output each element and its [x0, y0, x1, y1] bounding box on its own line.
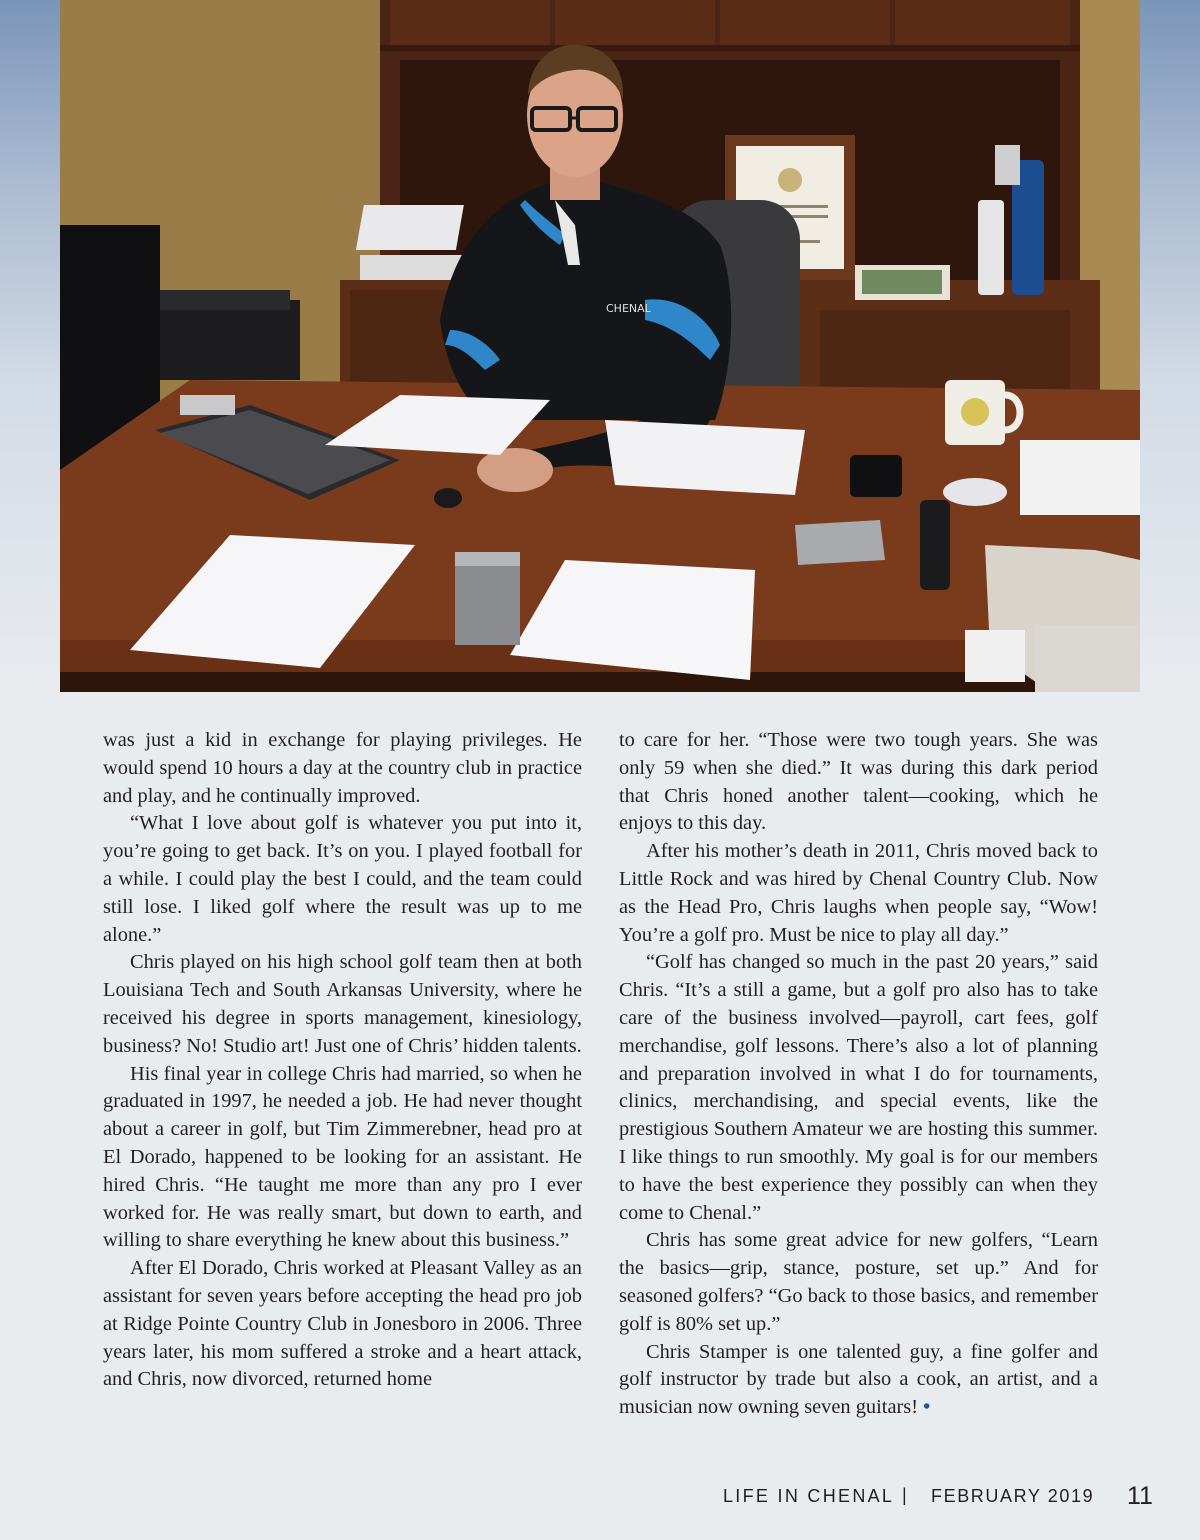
article-column-right — [619, 727, 1098, 1437]
issue-date: FEBRUARY 2019 — [931, 1486, 1095, 1506]
paragraph: “What I love about golf is whatever you put into it, you’re going to get back. It’s on you. I played football for a while. I could play the best I could, and the team could still lose. I liked golf where the result was up to me alone.” — [103, 812, 582, 946]
shirt-logo: CHENAL — [606, 302, 651, 315]
paragraph: Chris has some great advice for new golfers, “Learn the basics—grip, stance, posture, set up.” And for seasoned golfers? “Go back to those basics, and remember golf is 80% set up.” — [619, 1229, 1098, 1335]
paragraph: His final year in college Chris had married, so when he graduated in 1997, he needed a job. He had never thought about a career in golf, but Tim Zimmerebner, head pro at El Dorado, happened to be looking for an assistant. He hired Chris. “He taught me more than any pro I ever worked for. He was really smart, but down to earth, and willing to share everything he knew about this business.” — [103, 1062, 582, 1252]
article-column-left — [103, 727, 582, 1437]
publication-name: LIFE IN CHENAL — [723, 1486, 895, 1506]
end-mark-bullet: • — [923, 1396, 931, 1419]
footer-separator: | — [902, 1485, 907, 1505]
page-number: 11 — [1127, 1482, 1153, 1510]
paragraph: to care for her. “Those were two tough years. She was only 59 when she died.” It was during this dark period that Chris honed another talent—cooking, which he enjoys to this day. — [619, 729, 1098, 835]
paragraph: was just a kid in exchange for playing privileges. He would spend 10 hours a day at the country club in practice and play, and he continually improved. — [103, 729, 582, 807]
paragraph: After his mother’s death in 2011, Chris moved back to Little Rock and was hired by Chenal Country Club. Now as the Head Pro, Chris laughs when people say, “Wow! You’re a golf pro. Must be nice to play all day.” — [619, 840, 1098, 946]
article-body — [103, 727, 1098, 1437]
paragraph: Chris played on his high school golf team then at both Louisiana Tech and South Arkansas University, where he received his degree in sports management, kinesiology, business? No! Studio art! Just one of Chris’ hidden talents. — [103, 951, 582, 1057]
paragraph: After El Dorado, Chris worked at Pleasant Valley as an assistant for seven years before accepting the head pro job at Ridge Pointe Country Club in Jonesboro in 2006. Three years later, his mom suffered a stroke and a heart attack, and Chris, now divorced, returned home — [103, 1257, 582, 1391]
paragraph: “Golf has changed so much in the past 20 years,” said Chris. “It’s a still a game, but a golf pro also has to take care of the business involved—payroll, cart fees, golf merchandise, golf lessons. There’s also a lot of planning and preparation involved in what I do for tournaments, clinics, merchandising, and special events, like the prestigious Southern Amateur we are hosting this summer. I like things to run smoothly. My goal is for our members to have the best experience they possibly can when they come to Chenal.” — [619, 951, 1098, 1224]
page-footer — [0, 1482, 1200, 1516]
office-portrait-photo — [60, 0, 1140, 692]
paragraph-final — [619, 1339, 1098, 1422]
paragraph-final-text: Chris Stamper is one talented guy, a fine golfer and golf instructor by trade but also a cook, an artist, and a musician now owning seven guitars! — [619, 1340, 1098, 1419]
